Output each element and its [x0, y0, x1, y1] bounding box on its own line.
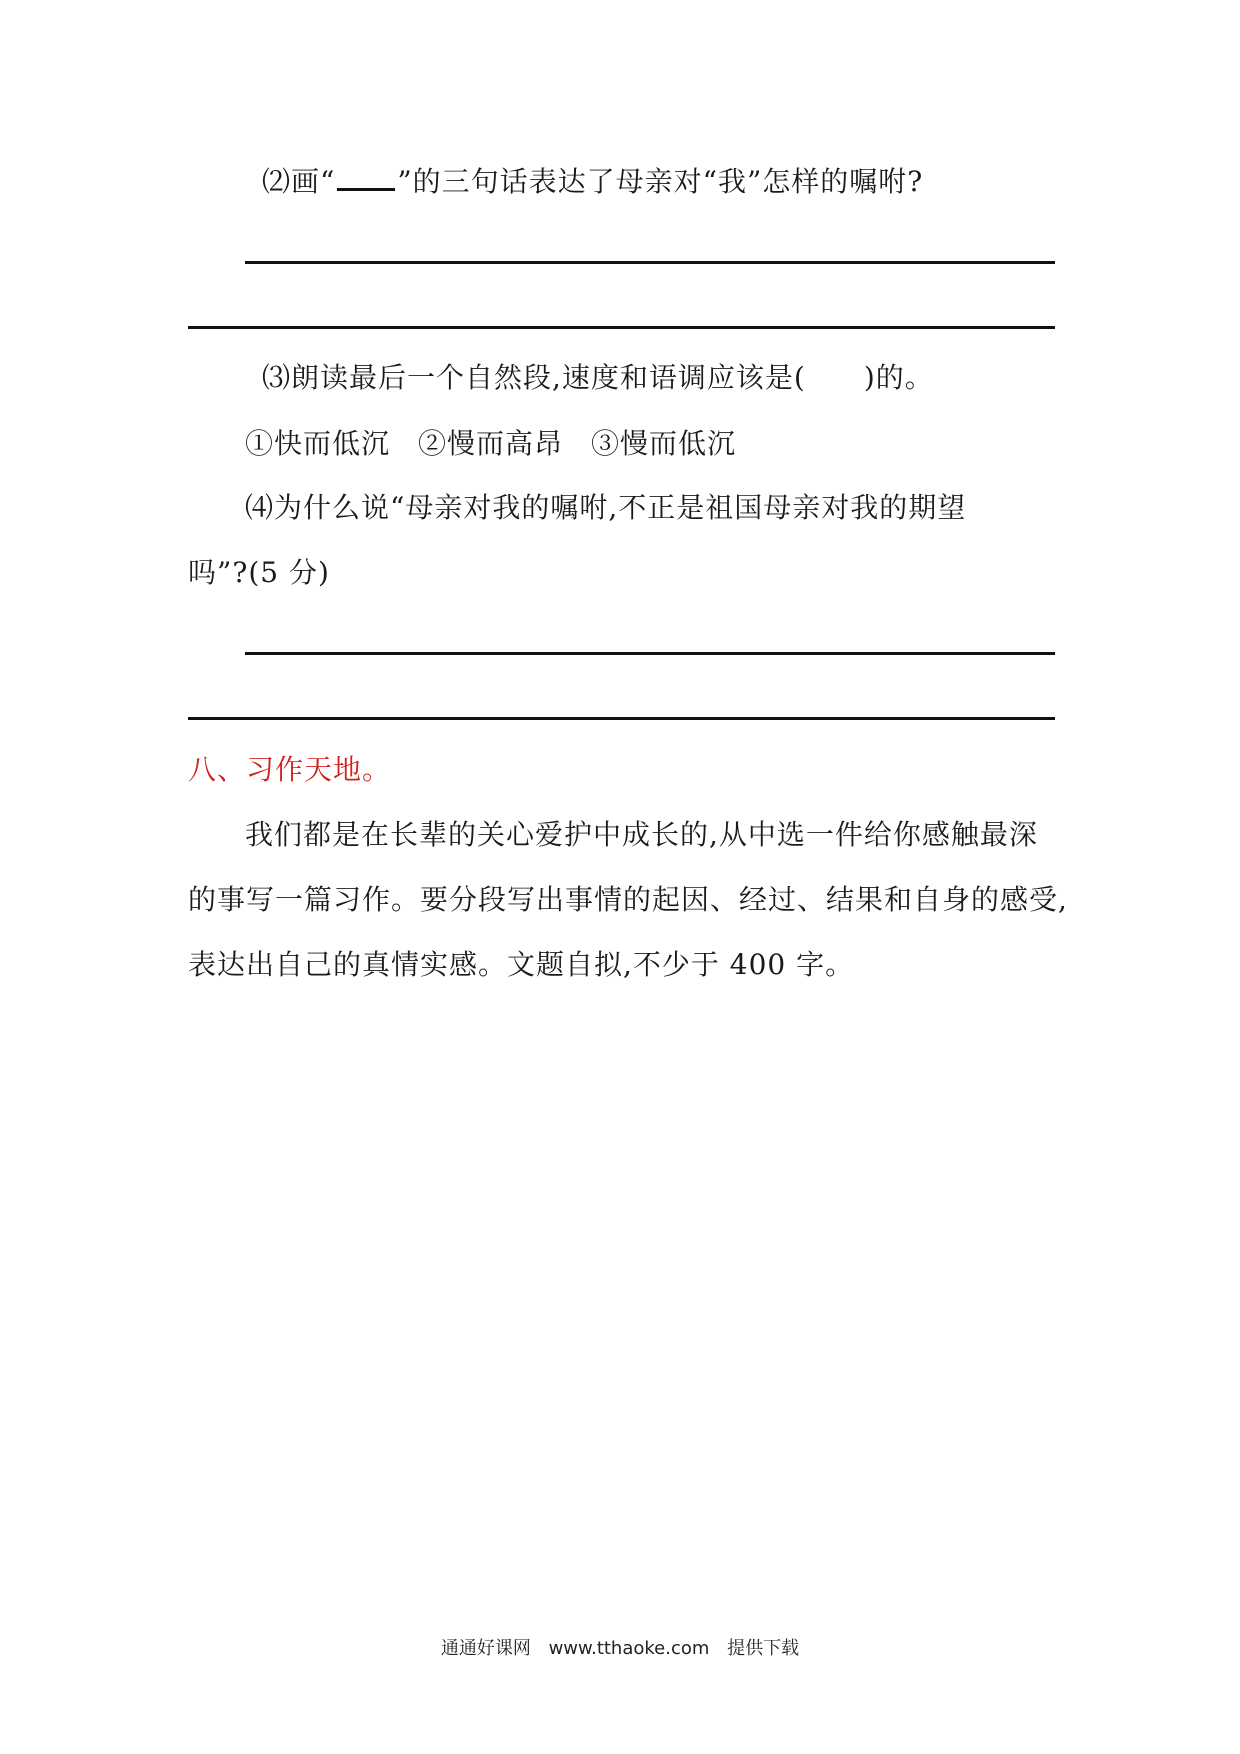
footer-note: 提供下载	[727, 1638, 800, 1659]
answer-line-q2-2	[188, 326, 1055, 329]
question-4-line-2: 吗”?(5 分)	[188, 556, 330, 589]
footer-site-name: 通通好课网	[440, 1638, 531, 1659]
answer-line-q2-1	[245, 261, 1055, 264]
option-2: ②慢而高昂	[418, 427, 564, 460]
question-3	[262, 358, 934, 398]
section-8-paragraph-line-1: 我们都是在长辈的关心爱护中成长的,从中选一件给你感触最深	[245, 818, 1038, 851]
question-2-prefix: ⑵画“	[262, 165, 336, 198]
option-1: ①快而低沉	[245, 427, 391, 460]
footer-url[interactable]: www.tthaoke.com	[548, 1638, 710, 1659]
question-3-options	[245, 424, 764, 464]
question-2-suffix: ”的三句话表达了母亲对“我”怎样的嘱咐?	[397, 165, 924, 198]
answer-line-q4-1	[245, 652, 1055, 655]
question-3-prefix: ⑶朗读最后一个自然段,速度和语调应该是(	[262, 361, 806, 394]
question-4-line-1: ⑷为什么说“母亲对我的嘱咐,不正是祖国母亲对我的期望	[245, 491, 967, 524]
footer	[0, 1634, 1240, 1660]
option-3: ③慢而低沉	[591, 427, 737, 460]
section-8-heading: 八、习作天地。	[188, 753, 392, 786]
section-8-paragraph-line-3: 表达出自己的真情实感。文题自拟,不少于 400 字。	[188, 948, 855, 981]
underline-sample	[337, 164, 395, 191]
section-8-paragraph-line-2: 的事写一篇习作。要分段写出事情的起因、经过、结果和自身的感受,	[188, 883, 1068, 916]
answer-line-q4-2	[188, 717, 1055, 720]
question-2	[262, 162, 923, 202]
question-3-suffix: )的。	[863, 361, 934, 394]
